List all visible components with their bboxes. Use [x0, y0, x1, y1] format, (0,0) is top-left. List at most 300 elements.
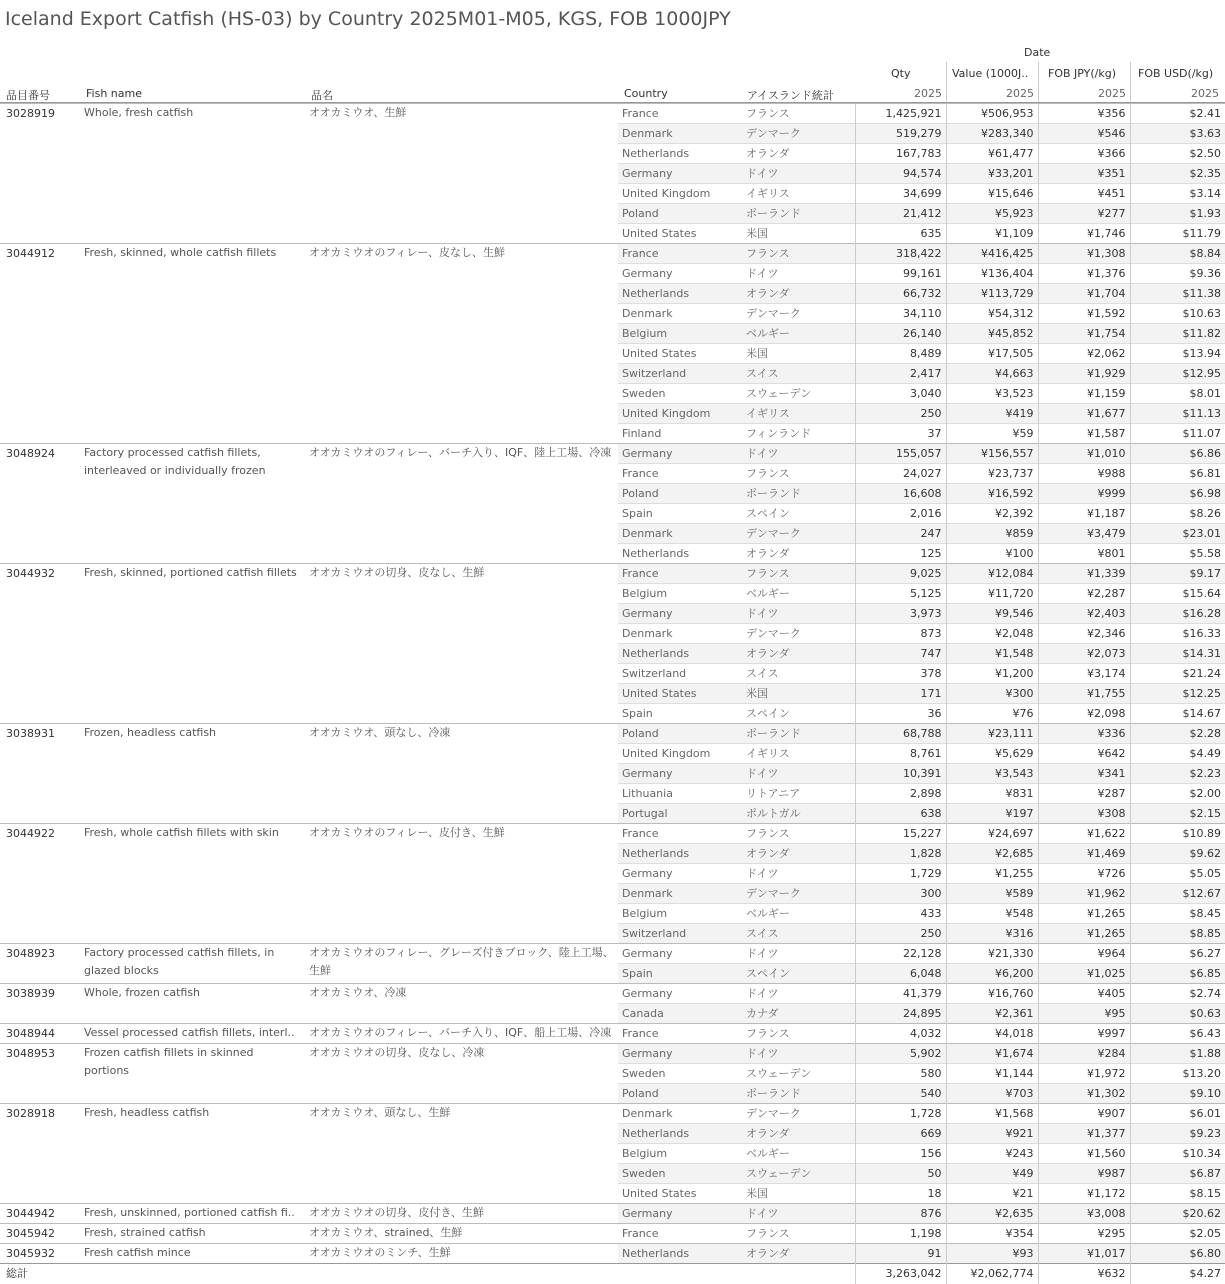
fob-usd-cell: $11.07 — [1130, 424, 1225, 444]
japanese-country-cell: スイス — [742, 664, 855, 684]
fob-jpy-cell: ¥277 — [1038, 204, 1130, 224]
value-cell: ¥3,523 — [946, 384, 1038, 404]
qty-cell: 2,898 — [855, 784, 946, 804]
fob-jpy-cell: ¥1,302 — [1038, 1084, 1130, 1104]
fob-jpy-cell: ¥405 — [1038, 984, 1130, 1004]
fob-jpy-cell: ¥1,560 — [1038, 1144, 1130, 1164]
japanese-country-cell: スイス — [742, 924, 855, 944]
japanese-name: オオカミウオのミンチ、生鮮 — [305, 1244, 618, 1264]
fob-jpy-cell: ¥1,972 — [1038, 1064, 1130, 1084]
qty-cell: 91 — [855, 1244, 946, 1264]
country-cell: Poland — [618, 484, 742, 504]
value-cell: ¥283,340 — [946, 124, 1038, 144]
country-cell: Spain — [618, 704, 742, 724]
qty-cell: 5,902 — [855, 1044, 946, 1064]
fob-usd-cell: $6.80 — [1130, 1244, 1225, 1264]
table-row — [0, 1024, 1225, 1044]
qty-cell: 5,125 — [855, 584, 946, 604]
country-cell: Switzerland — [618, 664, 742, 684]
japanese-country-cell: スウェーデン — [742, 1064, 855, 1084]
qty-cell: 300 — [855, 884, 946, 904]
fob-jpy-cell: ¥988 — [1038, 464, 1130, 484]
qty-cell: 22,128 — [855, 944, 946, 964]
japanese-country-cell: スウェーデン — [742, 384, 855, 404]
country-cell: Sweden — [618, 384, 742, 404]
fob-usd-cell: $6.81 — [1130, 464, 1225, 484]
japanese-country-cell: オランダ — [742, 1124, 855, 1144]
value-cell: ¥1,200 — [946, 664, 1038, 684]
fish-name: Factory processed catfish fillets, interleaved or individually frozen — [80, 444, 305, 564]
value-cell: ¥6,200 — [946, 964, 1038, 984]
fob-jpy-cell: ¥1,929 — [1038, 364, 1130, 384]
country-cell: Netherlands — [618, 1244, 742, 1264]
japanese-country-cell: デンマーク — [742, 524, 855, 544]
country-cell: Germany — [618, 1044, 742, 1064]
fob-jpy-cell: ¥2,287 — [1038, 584, 1130, 604]
country-cell: Finland — [618, 424, 742, 444]
fob-usd-cell: $2.00 — [1130, 784, 1225, 804]
qty-cell: 10,391 — [855, 764, 946, 784]
qty-cell: 876 — [855, 1204, 946, 1224]
value-cell: ¥416,425 — [946, 244, 1038, 264]
qty-cell: 3,973 — [855, 604, 946, 624]
country-cell: Denmark — [618, 884, 742, 904]
fob-usd-cell: $20.62 — [1130, 1204, 1225, 1224]
japanese-country-cell: ドイツ — [742, 604, 855, 624]
fob-usd-cell: $4.49 — [1130, 744, 1225, 764]
japanese-country-cell: ポーランド — [742, 1084, 855, 1104]
qty-cell: 1,828 — [855, 844, 946, 864]
japanese-country-cell: ドイツ — [742, 764, 855, 784]
value-cell: ¥3,543 — [946, 764, 1038, 784]
country-cell: Canada — [618, 1004, 742, 1024]
table-row — [0, 104, 1225, 124]
country-cell: United States — [618, 224, 742, 244]
value-cell: ¥859 — [946, 524, 1038, 544]
fob-usd-cell: $3.63 — [1130, 124, 1225, 144]
value-cell: ¥2,361 — [946, 1004, 1038, 1024]
value-cell: ¥49 — [946, 1164, 1038, 1184]
table-row — [0, 244, 1225, 264]
qty-cell: 1,728 — [855, 1104, 946, 1124]
japanese-country-cell: ドイツ — [742, 1204, 855, 1224]
japanese-country-cell: ドイツ — [742, 1044, 855, 1064]
data-table — [0, 103, 1225, 1284]
japanese-country-cell: イギリス — [742, 744, 855, 764]
fob-jpy-cell: ¥907 — [1038, 1104, 1130, 1124]
fob-jpy-cell: ¥801 — [1038, 544, 1130, 564]
fob-jpy-cell: ¥964 — [1038, 944, 1130, 964]
page-title: Iceland Export Catfish (HS-03) by Country 2025M01-M05, KGS, FOB 1000JPY — [5, 8, 731, 30]
country-cell: France — [618, 104, 742, 124]
japanese-country-cell: オランダ — [742, 284, 855, 304]
fob-usd-cell: $9.23 — [1130, 1124, 1225, 1144]
qty-cell: 94,574 — [855, 164, 946, 184]
value-cell: ¥113,729 — [946, 284, 1038, 304]
fob-usd-cell: $0.63 — [1130, 1004, 1225, 1024]
fob-jpy-cell: ¥341 — [1038, 764, 1130, 784]
value-cell: ¥9,546 — [946, 604, 1038, 624]
qty-cell: 873 — [855, 624, 946, 644]
item-code: 3044932 — [0, 564, 80, 724]
value-cell: ¥316 — [946, 924, 1038, 944]
qty-cell: 16,608 — [855, 484, 946, 504]
fish-name: Whole, frozen catfish — [80, 984, 305, 1024]
japanese-country-cell: ポルトガル — [742, 804, 855, 824]
qty-cell: 250 — [855, 404, 946, 424]
fob-jpy-cell: ¥366 — [1038, 144, 1130, 164]
fish-name: Fresh catfish mince — [80, 1244, 305, 1264]
value-cell: ¥2,635 — [946, 1204, 1038, 1224]
qty-cell: 26,140 — [855, 324, 946, 344]
value-cell: ¥300 — [946, 684, 1038, 704]
japanese-country-cell: ポーランド — [742, 204, 855, 224]
japanese-country-cell: スイス — [742, 364, 855, 384]
country-cell: Germany — [618, 864, 742, 884]
fish-name: Whole, fresh catfish — [80, 104, 305, 244]
fish-name: Frozen, headless catfish — [80, 724, 305, 824]
japanese-country-cell: デンマーク — [742, 624, 855, 644]
jcountry-header: アイスランド統計 — [747, 89, 834, 102]
value-cell: ¥136,404 — [946, 264, 1038, 284]
fob-jpy-cell: ¥1,010 — [1038, 444, 1130, 464]
country-cell: United States — [618, 684, 742, 704]
country-cell: Denmark — [618, 624, 742, 644]
qty-cell: 1,425,921 — [855, 104, 946, 124]
qty-cell: 433 — [855, 904, 946, 924]
japanese-country-cell: ドイツ — [742, 984, 855, 1004]
fob-jpy-cell: ¥351 — [1038, 164, 1130, 184]
code-header: 品目番号 — [6, 89, 50, 102]
value-cell: ¥1,144 — [946, 1064, 1038, 1084]
japanese-name: オオカミウオ、生鮮 — [305, 104, 618, 244]
grand-total-label: 総計 — [0, 1264, 855, 1284]
country-cell: Germany — [618, 164, 742, 184]
japanese-name: オオカミウオのフィレー、皮なし、生鮮 — [305, 244, 618, 444]
total-qty: 3,263,042 — [855, 1264, 946, 1284]
japanese-country-cell: オランダ — [742, 844, 855, 864]
fob-usd-cell: $2.41 — [1130, 104, 1225, 124]
japanese-country-cell: デンマーク — [742, 884, 855, 904]
fob-usd-cell: $16.28 — [1130, 604, 1225, 624]
fob-jpy-header: FOB JPY(/kg) — [1048, 67, 1117, 80]
qty-cell: 747 — [855, 644, 946, 664]
fish-name: Fresh, whole catfish fillets with skin — [80, 824, 305, 944]
qty-cell: 18 — [855, 1184, 946, 1204]
country-header: Country — [624, 87, 668, 100]
value-cell: ¥1,674 — [946, 1044, 1038, 1064]
item-code: 3038931 — [0, 724, 80, 824]
japanese-name: オオカミウオの切身、皮付き、生鮮 — [305, 1204, 618, 1224]
japanese-country-cell: フランス — [742, 244, 855, 264]
fob-jpy-cell: ¥2,403 — [1038, 604, 1130, 624]
value-cell: ¥506,953 — [946, 104, 1038, 124]
japanese-name: オオカミウオの切身、皮なし、冷凍 — [305, 1044, 618, 1104]
table-row — [0, 984, 1225, 1004]
japanese-country-cell: デンマーク — [742, 124, 855, 144]
japanese-name: オオカミウオの切身、皮なし、生鮮 — [305, 564, 618, 724]
fob-jpy-cell: ¥356 — [1038, 104, 1130, 124]
qty-cell: 318,422 — [855, 244, 946, 264]
japanese-country-cell: デンマーク — [742, 304, 855, 324]
fob-usd-cell: $21.24 — [1130, 664, 1225, 684]
japanese-country-cell: ドイツ — [742, 444, 855, 464]
table-row — [0, 1224, 1225, 1244]
qty-cell: 50 — [855, 1164, 946, 1184]
qty-cell: 167,783 — [855, 144, 946, 164]
fob-jpy-cell: ¥642 — [1038, 744, 1130, 764]
fob-usd-cell: $6.43 — [1130, 1024, 1225, 1044]
fob-jpy-cell: ¥2,098 — [1038, 704, 1130, 724]
japanese-name: オオカミウオ、頭なし、生鮮 — [305, 1104, 618, 1204]
fob-usd-cell: $2.50 — [1130, 144, 1225, 164]
fob-usd-cell: $12.67 — [1130, 884, 1225, 904]
fob-jpy-cell: ¥997 — [1038, 1024, 1130, 1044]
fob-jpy-cell: ¥284 — [1038, 1044, 1130, 1064]
country-cell: Denmark — [618, 1104, 742, 1124]
japanese-country-cell: フランス — [742, 1224, 855, 1244]
country-cell: Belgium — [618, 1144, 742, 1164]
qty-cell: 2,016 — [855, 504, 946, 524]
fob-usd-cell: $6.85 — [1130, 964, 1225, 984]
value-cell: ¥54,312 — [946, 304, 1038, 324]
fob-jpy-cell: ¥2,346 — [1038, 624, 1130, 644]
fob-jpy-cell: ¥3,174 — [1038, 664, 1130, 684]
japanese-country-cell: ポーランド — [742, 484, 855, 504]
value-cell: ¥100 — [946, 544, 1038, 564]
qty-cell: 669 — [855, 1124, 946, 1144]
value-cell: ¥5,923 — [946, 204, 1038, 224]
country-cell: Netherlands — [618, 844, 742, 864]
japanese-name: オオカミウオ、頭なし、冷凍 — [305, 724, 618, 824]
country-cell: Spain — [618, 504, 742, 524]
qty-cell: 635 — [855, 224, 946, 244]
japanese-country-cell: フランス — [742, 564, 855, 584]
country-cell: France — [618, 564, 742, 584]
fob-usd-cell: $9.10 — [1130, 1084, 1225, 1104]
japanese-country-cell: スペイン — [742, 964, 855, 984]
value-cell: ¥1,109 — [946, 224, 1038, 244]
japanese-country-cell: リトアニア — [742, 784, 855, 804]
japanese-country-cell: ポーランド — [742, 724, 855, 744]
value-cell: ¥16,760 — [946, 984, 1038, 1004]
japanese-country-cell: カナダ — [742, 1004, 855, 1024]
qty-cell: 34,699 — [855, 184, 946, 204]
fob-usd-cell: $6.27 — [1130, 944, 1225, 964]
item-code: 3048953 — [0, 1044, 80, 1104]
fob-jpy-cell: ¥1,376 — [1038, 264, 1130, 284]
qty-cell: 6,048 — [855, 964, 946, 984]
japanese-name: オオカミウオのフィレー、グレーズ付きブロック、陸上工場、生鮮 — [305, 944, 618, 984]
fob-jpy-cell: ¥1,187 — [1038, 504, 1130, 524]
total-fob-jpy: ¥632 — [1038, 1264, 1130, 1284]
fob-usd-cell: $5.58 — [1130, 544, 1225, 564]
fob-usd-cell: $2.35 — [1130, 164, 1225, 184]
fob-jpy-cell: ¥1,308 — [1038, 244, 1130, 264]
country-cell: Netherlands — [618, 644, 742, 664]
country-cell: Germany — [618, 604, 742, 624]
country-cell: Germany — [618, 984, 742, 1004]
country-cell: United States — [618, 344, 742, 364]
qty-cell: 580 — [855, 1064, 946, 1084]
qty-cell: 34,110 — [855, 304, 946, 324]
fob-usd-cell: $5.05 — [1130, 864, 1225, 884]
japanese-country-cell: フィンランド — [742, 424, 855, 444]
fob-usd-cell: $8.84 — [1130, 244, 1225, 264]
table-row — [0, 1104, 1225, 1124]
japanese-name: オオカミウオのフィレー、バーチ入り、IQF、陸上工場、冷凍 — [305, 444, 618, 564]
value-cell: ¥354 — [946, 1224, 1038, 1244]
fob-jpy-cell: ¥3,008 — [1038, 1204, 1130, 1224]
fob-jpy-cell: ¥1,755 — [1038, 684, 1130, 704]
value-cell: ¥93 — [946, 1244, 1038, 1264]
fish-name: Frozen catfish fillets in skinned portions — [80, 1044, 305, 1104]
qty-cell: 4,032 — [855, 1024, 946, 1044]
qty-header: Qty — [891, 67, 911, 80]
value-cell: ¥1,255 — [946, 864, 1038, 884]
fob-usd-cell: $9.36 — [1130, 264, 1225, 284]
fob-usd-cell: $2.23 — [1130, 764, 1225, 784]
japanese-country-cell: ベルギー — [742, 904, 855, 924]
value-cell: ¥61,477 — [946, 144, 1038, 164]
value-cell: ¥12,084 — [946, 564, 1038, 584]
country-cell: Netherlands — [618, 144, 742, 164]
fob-usd-cell: $8.01 — [1130, 384, 1225, 404]
item-code: 3045932 — [0, 1244, 80, 1264]
fob-usd-cell: $13.94 — [1130, 344, 1225, 364]
country-cell: Switzerland — [618, 364, 742, 384]
grand-total-row — [0, 1264, 1225, 1284]
fob-usd-cell: $9.62 — [1130, 844, 1225, 864]
country-cell: Sweden — [618, 1164, 742, 1184]
year-label-value: 2025 — [1006, 87, 1034, 100]
qty-cell: 24,895 — [855, 1004, 946, 1024]
country-cell: Denmark — [618, 524, 742, 544]
fob-jpy-cell: ¥1,469 — [1038, 844, 1130, 864]
table-row — [0, 1244, 1225, 1264]
fob-usd-cell: $3.14 — [1130, 184, 1225, 204]
fob-usd-cell: $6.86 — [1130, 444, 1225, 464]
japanese-country-cell: オランダ — [742, 544, 855, 564]
fob-usd-cell: $11.79 — [1130, 224, 1225, 244]
country-cell: United Kingdom — [618, 744, 742, 764]
item-code: 3044922 — [0, 824, 80, 944]
fob-usd-cell: $8.85 — [1130, 924, 1225, 944]
japanese-country-cell: フランス — [742, 824, 855, 844]
country-cell: Germany — [618, 1204, 742, 1224]
country-cell: Poland — [618, 204, 742, 224]
country-cell: Poland — [618, 1084, 742, 1104]
japanese-country-cell: ドイツ — [742, 264, 855, 284]
country-cell: Germany — [618, 264, 742, 284]
value-cell: ¥548 — [946, 904, 1038, 924]
table-row — [0, 444, 1225, 464]
value-cell: ¥23,737 — [946, 464, 1038, 484]
country-cell: Belgium — [618, 324, 742, 344]
japanese-country-cell: ベルギー — [742, 324, 855, 344]
value-cell: ¥1,568 — [946, 1104, 1038, 1124]
qty-cell: 9,025 — [855, 564, 946, 584]
fob-jpy-cell: ¥1,746 — [1038, 224, 1130, 244]
item-code: 3044942 — [0, 1204, 80, 1224]
fob-jpy-cell: ¥1,704 — [1038, 284, 1130, 304]
item-code: 3044912 — [0, 244, 80, 444]
fob-usd-cell: $8.15 — [1130, 1184, 1225, 1204]
value-cell: ¥59 — [946, 424, 1038, 444]
country-cell: United Kingdom — [618, 404, 742, 424]
value-cell: ¥11,720 — [946, 584, 1038, 604]
qty-cell: 250 — [855, 924, 946, 944]
value-cell: ¥76 — [946, 704, 1038, 724]
fob-jpy-cell: ¥336 — [1038, 724, 1130, 744]
fob-usd-cell: $2.74 — [1130, 984, 1225, 1004]
value-cell: ¥2,685 — [946, 844, 1038, 864]
value-cell: ¥21,330 — [946, 944, 1038, 964]
japanese-country-cell: オランダ — [742, 644, 855, 664]
fob-usd-cell: $6.87 — [1130, 1164, 1225, 1184]
japanese-name: オオカミウオ、strained、生鮮 — [305, 1224, 618, 1244]
fob-usd-cell: $10.63 — [1130, 304, 1225, 324]
fob-usd-cell: $1.88 — [1130, 1044, 1225, 1064]
fob-usd-cell: $13.20 — [1130, 1064, 1225, 1084]
fob-jpy-cell: ¥2,073 — [1038, 644, 1130, 664]
value-cell: ¥24,697 — [946, 824, 1038, 844]
fob-usd-cell: $10.34 — [1130, 1144, 1225, 1164]
country-cell: United States — [618, 1184, 742, 1204]
qty-cell: 2,417 — [855, 364, 946, 384]
fob-usd-cell: $11.13 — [1130, 404, 1225, 424]
qty-cell: 1,729 — [855, 864, 946, 884]
jname-header: 品名 — [311, 89, 333, 102]
country-cell: Portugal — [618, 804, 742, 824]
item-code: 3045942 — [0, 1224, 80, 1244]
country-cell: Netherlands — [618, 544, 742, 564]
value-cell: ¥197 — [946, 804, 1038, 824]
value-cell: ¥243 — [946, 1144, 1038, 1164]
value-cell: ¥2,392 — [946, 504, 1038, 524]
fob-jpy-cell: ¥1,025 — [1038, 964, 1130, 984]
qty-cell: 519,279 — [855, 124, 946, 144]
country-cell: United Kingdom — [618, 184, 742, 204]
fob-usd-cell: $8.26 — [1130, 504, 1225, 524]
year-label-fob-usd: 2025 — [1191, 87, 1219, 100]
fob-jpy-cell: ¥1,754 — [1038, 324, 1130, 344]
value-cell: ¥831 — [946, 784, 1038, 804]
value-cell: ¥703 — [946, 1084, 1038, 1104]
qty-cell: 540 — [855, 1084, 946, 1104]
country-cell: Poland — [618, 724, 742, 744]
country-cell: Netherlands — [618, 1124, 742, 1144]
value-cell: ¥2,048 — [946, 624, 1038, 644]
country-cell: France — [618, 824, 742, 844]
fob-usd-cell: $6.98 — [1130, 484, 1225, 504]
value-cell: ¥419 — [946, 404, 1038, 424]
qty-cell: 21,412 — [855, 204, 946, 224]
item-code: 3028918 — [0, 1104, 80, 1204]
fob-usd-cell: $11.38 — [1130, 284, 1225, 304]
fish-name: Fresh, strained catfish — [80, 1224, 305, 1244]
fob-jpy-cell: ¥1,017 — [1038, 1244, 1130, 1264]
fob-jpy-cell: ¥1,159 — [1038, 384, 1130, 404]
fob-jpy-cell: ¥1,622 — [1038, 824, 1130, 844]
fob-usd-cell: $8.45 — [1130, 904, 1225, 924]
country-cell: France — [618, 244, 742, 264]
value-cell: ¥45,852 — [946, 324, 1038, 344]
qty-cell: 638 — [855, 804, 946, 824]
fish-name: Fresh, headless catfish — [80, 1104, 305, 1204]
qty-cell: 66,732 — [855, 284, 946, 304]
fob-usd-cell: $14.67 — [1130, 704, 1225, 724]
